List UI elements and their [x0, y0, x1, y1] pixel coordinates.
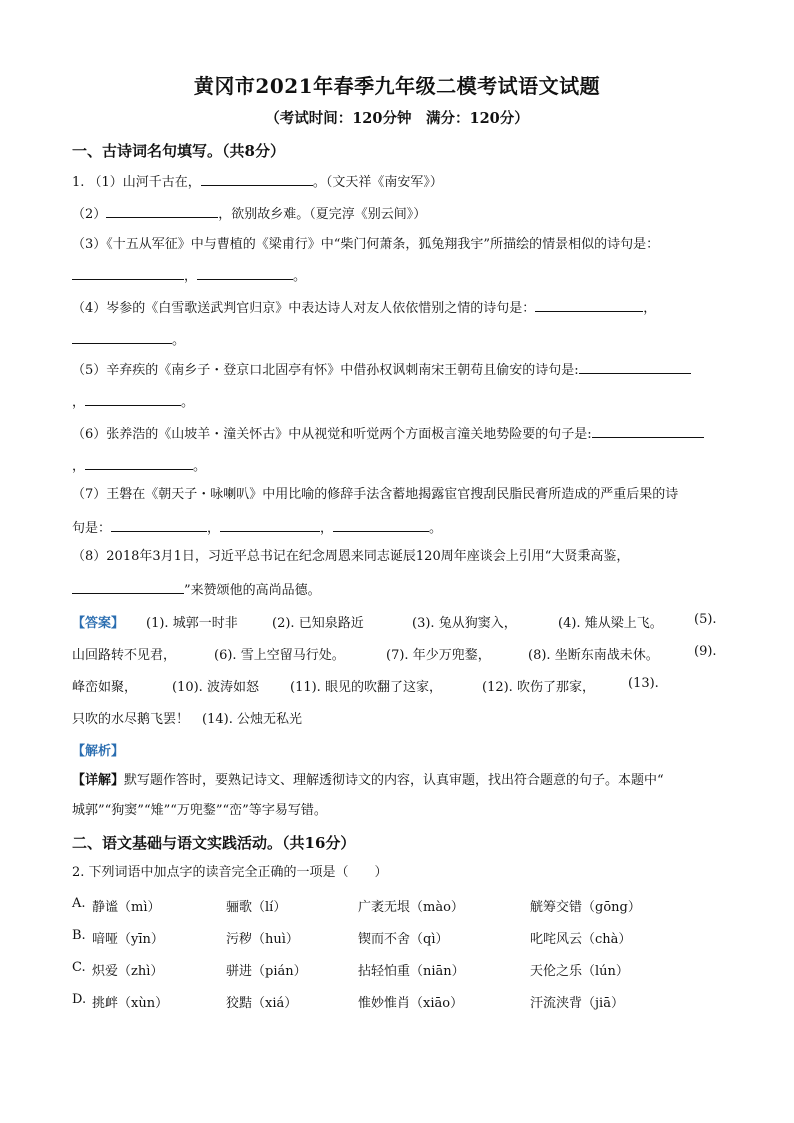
- text: ，: [184, 269, 198, 284]
- option-word: 污秽（huì）: [226, 932, 299, 947]
- answer-text: 波涛如怒: [206, 680, 259, 695]
- answer-text: 已知泉路近: [298, 616, 364, 631]
- answer-item: [694, 612, 717, 627]
- answer-number: (11).: [290, 680, 321, 695]
- detail-tag: 【详解】: [72, 773, 125, 788]
- text: 句是：: [72, 521, 112, 536]
- answer-text: 山回路转不见君，: [72, 648, 177, 663]
- answer-text: 眼见的吹翻了这家，: [324, 680, 442, 695]
- answer-item: [628, 676, 659, 691]
- text: 。: [429, 521, 443, 536]
- option-word: 觥筹交错（gōng）: [530, 900, 641, 915]
- answer-item: [272, 612, 364, 631]
- detail-text: 默写题作答时，要熟记诗文、理解透彻诗文的内容，认真审题，找出符合题意的句子。本题中“: [124, 773, 664, 788]
- option-label[interactable]: A.: [72, 896, 86, 911]
- answer-number: (13).: [628, 676, 659, 691]
- answer-blank[interactable]: [197, 266, 293, 280]
- answer-number: (4).: [558, 616, 581, 631]
- text: 。（文天祥《南安军》）: [312, 175, 443, 190]
- answer-text: 只吹的水尽鹅飞罢！: [72, 712, 190, 727]
- option-label[interactable]: D.: [72, 992, 87, 1007]
- answer-blank[interactable]: [579, 360, 691, 374]
- detail-paragraph-cont: 城郭”“狗窦”“雉”“万兜鍪”“峦”等字易写错。: [72, 803, 327, 818]
- answer-item: [528, 644, 659, 663]
- text: （2）: [72, 207, 107, 222]
- q1-item8-cont: [72, 580, 321, 600]
- answer-number: (8).: [528, 648, 551, 663]
- answer-blank[interactable]: [106, 204, 218, 218]
- option-label[interactable]: C.: [72, 960, 86, 975]
- q1-item1: [72, 172, 443, 192]
- answer-item: [290, 676, 442, 695]
- answer-text: 公烛无私光: [237, 712, 303, 727]
- answer-item: [72, 676, 137, 695]
- answer-text: 雪上空留马行处。: [240, 648, 345, 663]
- answer-item: [386, 644, 491, 663]
- answer-number: (12).: [482, 680, 513, 695]
- option-word: 惟妙惟肖（xiāo）: [358, 996, 464, 1011]
- text: 。: [193, 459, 207, 474]
- q1-item5: [72, 360, 691, 380]
- answer-number: (5).: [694, 612, 717, 627]
- answer-blank[interactable]: [333, 518, 429, 532]
- answer-text: 峰峦如聚，: [72, 680, 138, 695]
- answer-blank[interactable]: [220, 518, 320, 532]
- text: （5）辛弃疾的《南乡子・登京口北固亭有怀》中借孙权讽刺南宋王朝苟且偷安的诗句是:: [72, 363, 579, 378]
- q1-item7-cont: [72, 518, 442, 538]
- text: 。: [181, 395, 195, 410]
- answer-blank[interactable]: [85, 392, 181, 406]
- option-word: 骈进（pián）: [226, 964, 307, 979]
- exam-info: （考试时间：120分钟 满分：120分）: [265, 110, 529, 127]
- section-1-heading: 一、古诗词名句填写。（共8分）: [72, 142, 285, 160]
- answer-blank[interactable]: [72, 266, 184, 280]
- option-word: 喑哑（yīn）: [92, 932, 164, 947]
- text: 1. （1）山河千古在，: [72, 175, 201, 190]
- option-word: 狡黠（xiá）: [226, 996, 298, 1011]
- answer-blank[interactable]: [201, 172, 313, 186]
- text: ，: [643, 301, 657, 316]
- q1-item2: [72, 204, 426, 224]
- answer-text: 坐断东南战未休。: [554, 648, 659, 663]
- option-word: 锲而不舍（qì）: [358, 932, 449, 947]
- answer-number: (10).: [172, 680, 203, 695]
- answer-number: (7).: [386, 648, 409, 663]
- analysis-tag: 【解析】: [72, 744, 125, 759]
- section-2-heading: 二、语文基础与语文实践活动。（共16分）: [72, 834, 356, 852]
- answer-blank[interactable]: [111, 518, 207, 532]
- page-title: 黄冈市2021年春季九年级二模考试语文试题: [193, 74, 601, 98]
- answer-number: (6).: [214, 648, 237, 663]
- text: ”来赞颂他的高尚品德。: [184, 583, 321, 598]
- q1-item3-blanks: [72, 266, 306, 286]
- detail-paragraph: [72, 772, 664, 790]
- text: 。: [293, 269, 307, 284]
- text: （4）岑参的《白雪歌送武判官归京》中表达诗人对友人依依惜别之情的诗句是：: [72, 301, 536, 316]
- answer-number: (9).: [694, 644, 717, 659]
- text: （6）张养浩的《山坡羊・潼关怀古》中从视觉和听觉两个方面极言潼关地势险要的句子是:: [72, 427, 592, 442]
- q1-item3: （3）《十五从军征》中与曹植的《梁甫行》中“柴门何萧条，狐兔翔我宇”所描绘的情景相似的诗句是：: [72, 237, 660, 252]
- answer-item: [482, 676, 595, 695]
- answer-item: [694, 644, 717, 659]
- text: ，: [72, 459, 86, 474]
- q2-stem: 2. 下列词语中加点字的读音完全正确的一项是（ ）: [72, 865, 388, 880]
- text: ，: [72, 395, 86, 410]
- option-word: 拈轻怕重（niān）: [358, 964, 465, 979]
- answer-text: 吹伤了那家，: [516, 680, 595, 695]
- answer-text: 兔从狗窦入，: [438, 616, 517, 631]
- option-word: 骊歌（lí）: [226, 900, 287, 915]
- answer-blank[interactable]: [535, 298, 643, 312]
- option-word: 天伦之乐（lún）: [530, 964, 629, 979]
- answer-text: 雉从梁上飞。: [584, 616, 663, 631]
- answer-item: [412, 612, 517, 631]
- option-word: 炽爱（zhì）: [92, 964, 164, 979]
- option-word: 挑衅（xùn）: [92, 996, 169, 1011]
- answer-item: [72, 644, 176, 663]
- option-word: 静谧（mì）: [92, 900, 161, 915]
- answer-item: [72, 708, 732, 727]
- answer-text: 城郭一时非: [172, 616, 238, 631]
- answer-number: (1).: [146, 616, 169, 631]
- answer-number: (3).: [412, 616, 435, 631]
- answer-item: [146, 612, 238, 631]
- answer-item: [172, 676, 259, 695]
- answer-number: (14).: [202, 712, 233, 727]
- answer-blank[interactable]: [72, 580, 184, 594]
- q1-item7: （7）王磐在《朝天子・咏喇叭》中用比喻的修辞手法含蓄地揭露宦官搜刮民脂民膏所造成的严重后果的诗: [72, 487, 679, 502]
- answer-number: (2).: [272, 616, 295, 631]
- answer-blank[interactable]: [72, 330, 172, 344]
- text: ，: [207, 521, 221, 536]
- answer-item: [214, 644, 345, 663]
- answer-tag: 【答案】: [72, 616, 125, 631]
- option-word: 叱咤风云（chà）: [530, 932, 632, 947]
- text: 。: [172, 333, 186, 348]
- text: ，: [320, 521, 334, 536]
- text: ，欲别故乡难。（夏完淳《别云间》）: [218, 207, 427, 222]
- option-label[interactable]: B.: [72, 928, 86, 943]
- answer-text: 年少万兜鍪，: [412, 648, 491, 663]
- q1-item8: （8）2018年3月1日，习近平总书记在纪念周恩来同志诞辰120周年座谈会上引用“大贤秉高鉴，: [72, 549, 630, 564]
- answer-blank[interactable]: [592, 424, 704, 438]
- q1-item4-cont: [72, 330, 185, 350]
- q1-item5-cont: [72, 392, 194, 412]
- answer-item: [558, 612, 663, 631]
- q1-item6-cont: [72, 456, 206, 476]
- option-word: 汗流浃背（jiā）: [530, 996, 624, 1011]
- answer-blank[interactable]: [85, 456, 193, 470]
- q1-item6: [72, 424, 704, 444]
- option-word: 广袤无垠（mào）: [358, 900, 464, 915]
- q1-item4: [72, 298, 656, 318]
